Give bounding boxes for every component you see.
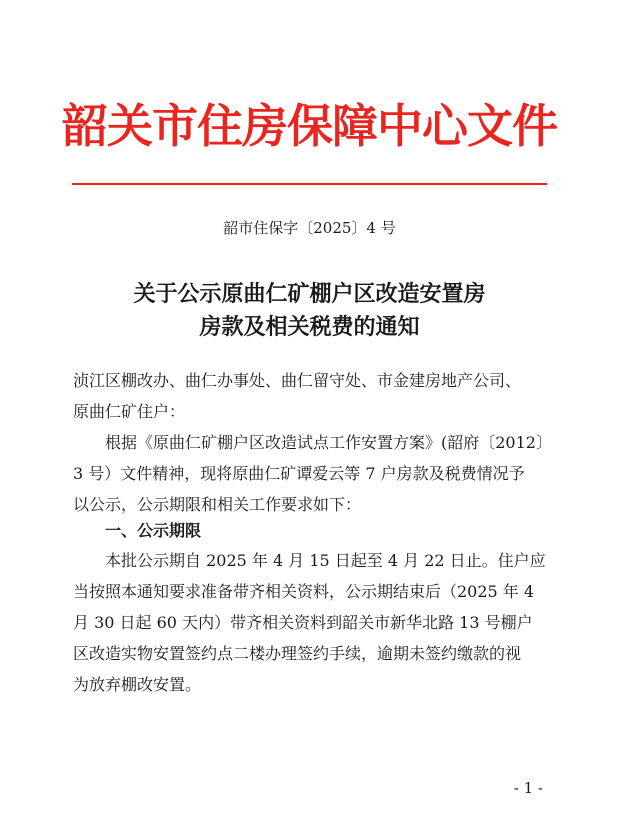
notice-title-line-1: 关于公示原曲仁矿棚户区改造安置房 <box>133 281 486 307</box>
intro-line-1: 根据《原曲仁矿棚户区改造试点工作安置方案》(韶府〔2012〕 <box>105 433 552 452</box>
section-1-line-3: 月 30 日起 60 天内）带齐相关资料到韶关市新华北路 13 号棚户 <box>73 613 533 632</box>
document-number: 韶市住保字〔2025〕4 号 <box>223 219 396 237</box>
notice-title-line-2: 房款及相关税费的通知 <box>199 314 420 340</box>
section-1-line-2: 当按照本通知要求准备带齐相关资料，公示期结束后（2025 年 4 <box>73 582 535 601</box>
section-1-line-5: 为放弃棚改安置。 <box>73 675 202 694</box>
intro-line-3: 以公示，公示期限和相关工作要求如下： <box>73 495 362 514</box>
section-1-heading: 一、公示期限 <box>105 521 202 540</box>
recipients-line-2: 原曲仁矿住户： <box>73 402 186 421</box>
section-1-line-1: 本批公示期自 2025 年 4 月 15 日起至 4 月 22 日止。住户应 <box>105 551 546 570</box>
red-separator-line <box>72 183 547 185</box>
recipients-line-1: 浈江区棚改办、曲仁办事处、曲仁留守处、市金建房地产公司、 <box>73 371 522 390</box>
document-masthead: 韶关市住房保障中心文件 <box>62 99 557 153</box>
section-1-line-4: 区改造实物安置签约点二楼办理签约手续，逾期未签约缴款的视 <box>73 644 522 663</box>
page-number: - 1 - <box>513 779 543 797</box>
intro-line-2: 3 号）文件精神，现将原曲仁矿谭爱云等 7 户房款及税费情况予 <box>73 464 525 483</box>
